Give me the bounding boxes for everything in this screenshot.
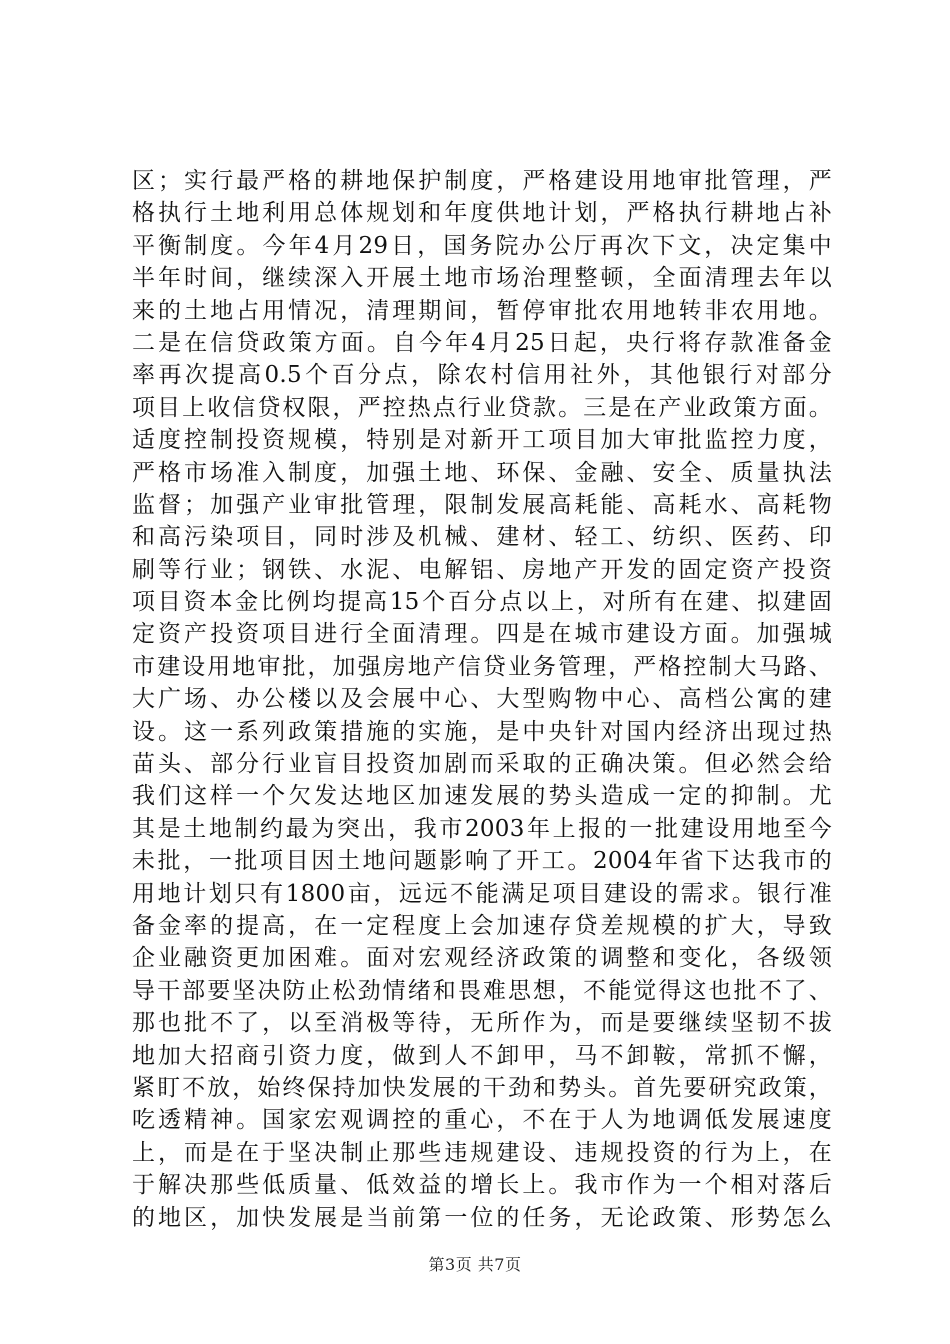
text-line: 其是土地制约最为突出，我市2003年上报的一批建设用地至今: [132, 815, 832, 842]
body-text: [132, 165, 832, 1234]
text-line: 项目上收信贷权限，严控热点行业贷款。三是在产业政策方面。: [132, 394, 832, 421]
text-line: 导干部要坚决防止松劲情绪和畏难思想，不能觉得这也批不了、: [132, 977, 832, 1004]
text-line: 项目资本金比例均提高15个百分点以上，对所有在建、拟建固: [132, 589, 832, 616]
text-line: 刷等行业；钢铁、水泥、电解铝、房地产开发的固定资产投资: [132, 556, 832, 583]
text-line: 那也批不了，以至消极等待，无所作为，而是要继续坚韧不拔: [132, 1010, 832, 1037]
text-line: 适度控制投资规模，特别是对新开工项目加大审批监控力度，: [132, 427, 832, 454]
text-line: 格执行土地利用总体规划和年度供地计划，严格执行耕地占补: [132, 200, 832, 227]
text-line: 设。这一系列政策措施的实施，是中央针对国内经济出现过热: [132, 718, 832, 745]
text-line: 市建设用地审批，加强房地产信贷业务管理，严格控制大马路、: [132, 653, 832, 680]
text-line: 监督；加强产业审批管理，限制发展高耗能、高耗水、高耗物: [132, 491, 832, 518]
text-line: 于解决那些低质量、低效益的增长上。我市作为一个相对落后: [132, 1172, 832, 1199]
text-line: 严格市场准入制度，加强土地、环保、金融、安全、质量执法: [132, 459, 832, 486]
text-line: 区；实行最严格的耕地保护制度，严格建设用地审批管理，严: [132, 168, 832, 194]
text-line: 二是在信贷政策方面。自今年4月25日起，央行将存款准备金: [132, 329, 832, 356]
text-line: 平衡制度。今年4月29日，国务院办公厅再次下文，决定集中: [132, 232, 832, 259]
text-line: 苗头、部分行业盲目投资加剧而采取的正确决策。但必然会给: [132, 751, 832, 778]
page-footer: 第3页 共7页: [428, 1255, 522, 1274]
text-line: 来的土地占用情况，清理期间，暂停审批农用地转非农用地。: [132, 297, 832, 324]
text-line: 备金率的提高，在一定程度上会加速存贷差规模的扩大，导致: [132, 912, 832, 939]
text-line: 用地计划只有1800亩，远远不能满足项目建设的需求。银行准: [132, 880, 832, 907]
text-line: 我们这样一个欠发达地区加速发展的势头造成一定的抑制。尤: [132, 783, 832, 810]
text-line: 未批，一批项目因土地问题影响了开工。2004年省下达我市的: [132, 848, 832, 875]
text-line: 半年时间，继续深入开展土地市场治理整顿，全面清理去年以: [132, 265, 832, 292]
text-line: 率再次提高0.5个百分点，除农村信用社外，其他银行对部分: [132, 362, 832, 389]
text-line: 企业融资更加困难。面对宏观经济政策的调整和变化，各级领: [132, 945, 832, 972]
text-line: 大广场、办公楼以及会展中心、大型购物中心、高档公寓的建: [132, 686, 832, 713]
text-line: 紧盯不放，始终保持加快发展的干劲和势头。首先要研究政策，: [132, 1074, 832, 1101]
text-line: 的地区，加快发展是当前第一位的任务，无论政策、形势怎么: [132, 1204, 832, 1231]
text-line: 定资产投资项目进行全面清理。四是在城市建设方面。加强城: [132, 621, 832, 648]
text-line: 吃透精神。国家宏观调控的重心，不在于人为地调低发展速度: [132, 1107, 832, 1134]
text-line: 和高污染项目，同时涉及机械、建材、轻工、纺织、医药、印: [132, 524, 832, 551]
text-line: 地加大招商引资力度，做到人不卸甲，马不卸鞍，常抓不懈，: [132, 1042, 832, 1069]
text-line: 上，而是在于坚决制止那些违规建设、违规投资的行为上，在: [132, 1139, 832, 1166]
